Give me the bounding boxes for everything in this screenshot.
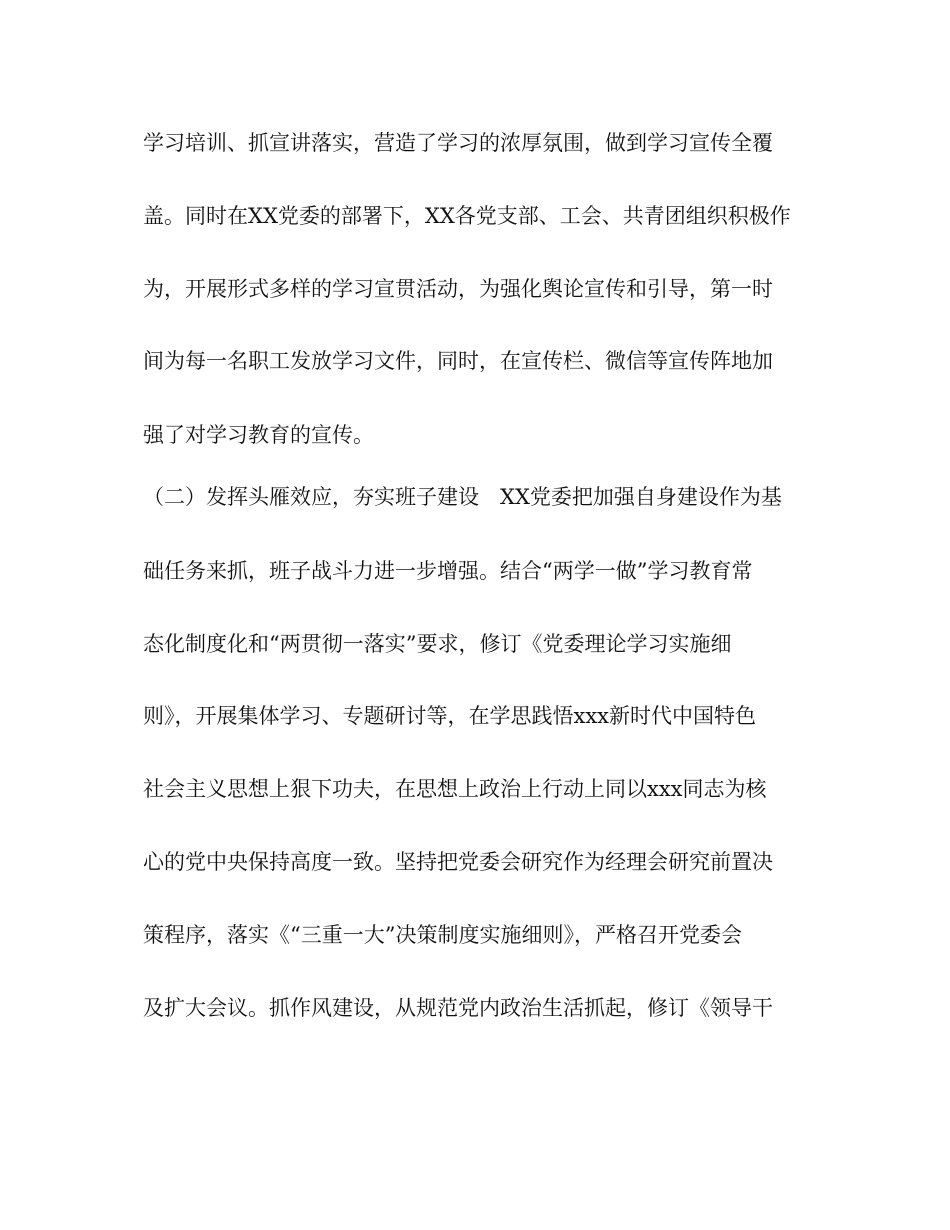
paragraph-line: 态化制度化和“两贯彻一落实”要求，修订《党委理论学习实施细 xyxy=(143,632,732,656)
paragraph-line: 则》，开展集体学习、专题研讨等，在学思践悟xxx新时代中国特色 xyxy=(143,704,757,728)
paragraph-line: 础任务来抓，班子战斗力进一步增强。结合“两学一做”学习教育常 xyxy=(143,559,753,583)
paragraph-line: 强了对学习教育的宣传。 xyxy=(143,423,374,447)
paragraph-line: 心的党中央保持高度一致。坚持把党委会研究作为经理会研究前置决 xyxy=(143,850,773,874)
paragraph-line: 学习培训、抓宣讲落实，营造了学习的浓厚氛围，做到学习宣传全覆 xyxy=(143,131,773,155)
paragraph-line: 为，开展形式多样的学习宣贯活动，为强化舆论宣传和引导，第一时 xyxy=(143,277,773,301)
paragraph-line: 及扩大会议。抓作风建设，从规范党内政治生活抓起，修订《领导干 xyxy=(143,996,773,1020)
paragraph-line: 盖。同时在XX党委的部署下，XX各党支部、工会、共青团组织积极作 xyxy=(143,204,791,228)
paragraph-line: 策程序，落实《“三重一大”决策制度实施细则》，严格召开党委会 xyxy=(143,923,742,947)
section-heading-line: （二）发挥头雁效应，夯实班子建设 XX党委把加强自身建设作为基 xyxy=(143,485,782,509)
paragraph-line: 社会主义思想上狠下功夫，在思想上政治上行动上同以xxx同志为核 xyxy=(143,777,767,801)
paragraph-line: 间为每一名职工发放学习文件，同时，在宣传栏、微信等宣传阵地加 xyxy=(143,349,773,373)
